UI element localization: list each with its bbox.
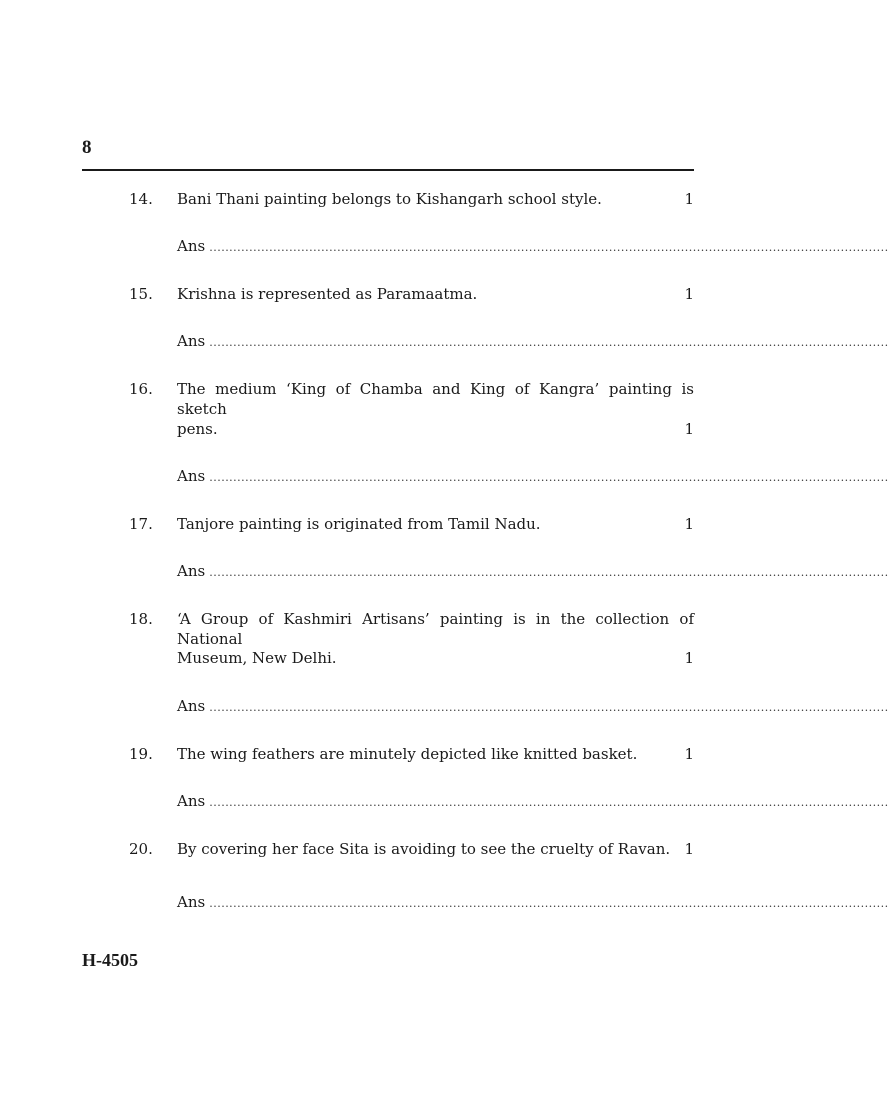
answer-line[interactable] — [177, 696, 889, 718]
question-text: Bani Thani painting belongs to Kishangarh school style. — [177, 190, 602, 208]
question-number: 14. — [129, 190, 153, 208]
question-mark: 1 — [684, 285, 694, 303]
question-number: 17. — [129, 515, 153, 533]
answer-line[interactable] — [177, 236, 889, 258]
answer-dots: .......................................................................................................................................................................... — [209, 336, 889, 349]
question-text-continued: Museum, New Delhi. — [177, 649, 337, 667]
answer-line[interactable] — [177, 892, 889, 914]
question-mark: 1 — [684, 420, 694, 438]
answer-dots: .......................................................................................................................................................................... — [209, 796, 889, 809]
question-text-continued: pens. — [177, 420, 218, 438]
question-text: By covering her face Sita is avoiding to see the cruelty of Ravan. — [177, 840, 671, 858]
question-number: 15. — [129, 285, 153, 303]
header-rule — [82, 169, 694, 171]
question-number: 20. — [129, 840, 153, 858]
question-mark: 1 — [684, 515, 694, 533]
answer-label: Ans — [177, 332, 206, 350]
question-text: Krishna is represented as Paramaatma. — [177, 285, 478, 303]
answer-line[interactable] — [177, 331, 889, 353]
answer-label: Ans — [177, 697, 206, 715]
question-text: Tanjore painting is originated from Tamil Nadu. — [177, 515, 541, 533]
paper-code: H-4505 — [82, 950, 138, 970]
answer-dots: .......................................................................................................................................................................... — [209, 241, 889, 254]
question-text: The wing feathers are minutely depicted like knitted basket. — [177, 745, 638, 763]
answer-label: Ans — [177, 562, 206, 580]
question-mark: 1 — [684, 840, 694, 858]
question-number: 16. — [129, 380, 153, 398]
question-text: The medium ‘King of Chamba and King of Kangra’ painting is sketch — [177, 380, 694, 418]
answer-label: Ans — [177, 467, 206, 485]
answer-line[interactable] — [177, 561, 889, 583]
answer-label: Ans — [177, 893, 206, 911]
answer-dots: .......................................................................................................................................................................... — [209, 471, 889, 484]
answer-dots: .......................................................................................................................................................................... — [209, 701, 889, 714]
question-number: 19. — [129, 745, 153, 763]
answer-dots: .......................................................................................................................................................................... — [209, 897, 889, 910]
question-mark: 1 — [684, 190, 694, 208]
answer-label: Ans — [177, 237, 206, 255]
page-number: 8 — [82, 137, 92, 158]
answer-line[interactable] — [177, 791, 889, 813]
question-number: 18. — [129, 610, 153, 628]
answer-line[interactable] — [177, 466, 889, 488]
question-mark: 1 — [684, 649, 694, 667]
answer-dots: .......................................................................................................................................................................... — [209, 566, 889, 579]
question-text: ‘A Group of Kashmiri Artisans’ painting is in the collection of National — [177, 610, 694, 648]
question-mark: 1 — [684, 745, 694, 763]
answer-label: Ans — [177, 792, 206, 810]
